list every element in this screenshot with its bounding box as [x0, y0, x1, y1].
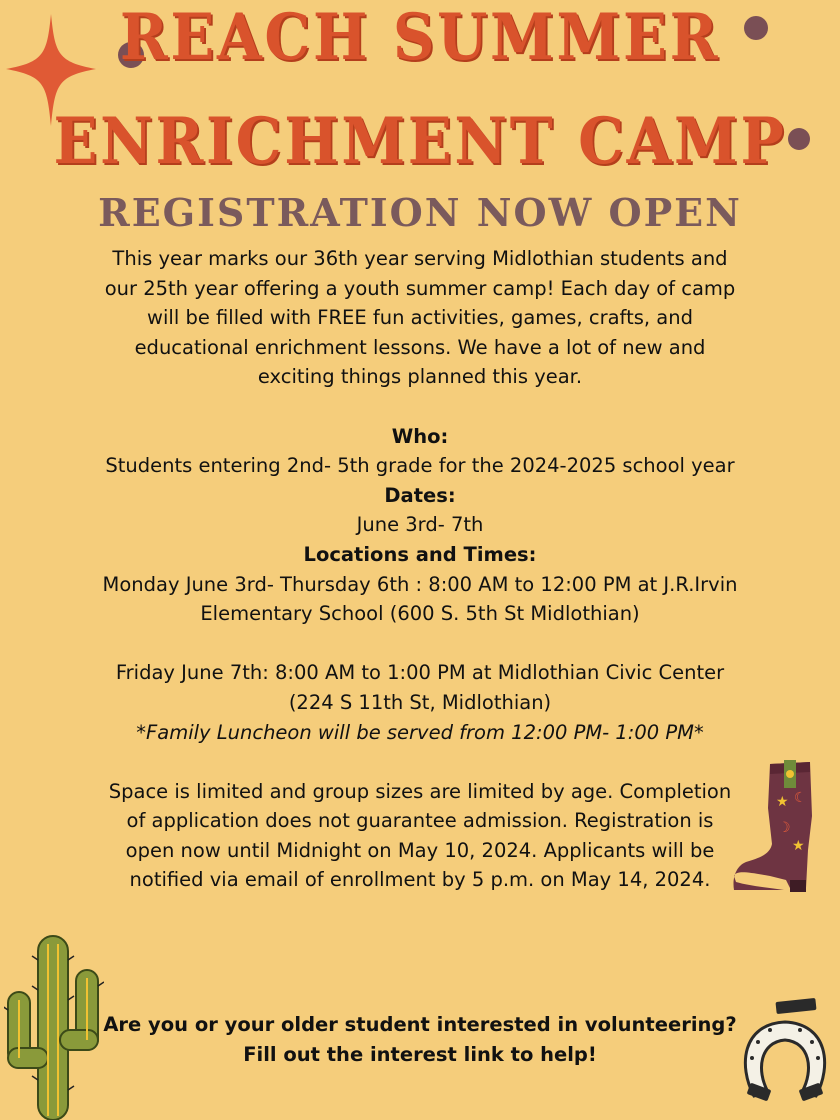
dates-text: June 3rd- 7th — [356, 513, 484, 537]
horseshoe-icon — [738, 996, 832, 1106]
title-line-2: ENRICHMENT CAMP — [53, 104, 787, 179]
locations-heading: Locations and Times: — [303, 542, 537, 566]
subtitle: REGISTRATION NOW OPEN — [98, 190, 742, 235]
body-text — [100, 244, 740, 895]
svg-text:★: ★ — [792, 838, 805, 854]
svg-text:☽: ☽ — [778, 820, 791, 836]
dates-heading: Dates: — [384, 483, 456, 507]
notice-paragraph: Space is limited and group sizes are limited by age. Completion of application does not guarantee admission. Registration is open now until Midnight on May 10, 2024. Applicants will be notified via email of enrollment by 5 p.m. on May 14, 2024. — [108, 779, 732, 892]
cowboy-boot-icon — [730, 758, 820, 896]
who-text: Students entering 2nd- 5th grade for the 2024-2025 school year — [105, 454, 735, 478]
title-line-1: REACH SUMMER — [119, 0, 721, 75]
svg-text:☾: ☾ — [794, 790, 807, 806]
luncheon-note: *Family Luncheon will be served from 12:00 PM- 1:00 PM* — [136, 720, 704, 744]
cactus-icon — [4, 930, 104, 1120]
volunteer-callout: Are you or your older student interested in volunteering? Fill out the interest link to help! — [103, 1012, 737, 1066]
location-line-1: Monday June 3rd- Thursday 6th : 8:00 AM to 12:00 PM at J.R.Irvin Elementary School (600 S. 5th St Midlothian) — [102, 572, 738, 626]
location-line-2: Friday June 7th: 8:00 AM to 1:00 PM at Midlothian Civic Center (224 S 11th St, Midlothian) — [115, 661, 725, 714]
svg-text:★: ★ — [776, 794, 789, 810]
intro-paragraph: This year marks our 36th year serving Midlothian students and our 25th year offering a youth summer camp! Each day of camp will be filled with FREE fun activities, games, crafts, and educational enrichment lessons. We have a lot of new and exciting things planned this year. — [104, 247, 736, 389]
who-heading: Who: — [391, 424, 449, 448]
